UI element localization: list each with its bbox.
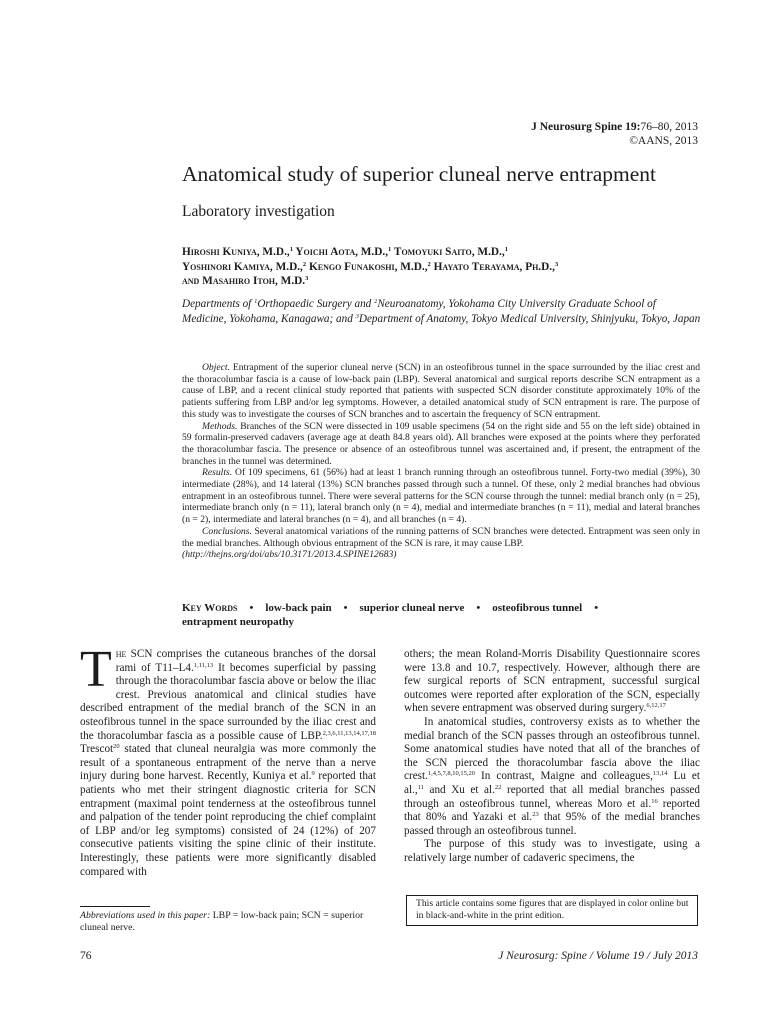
abbreviations-footnote <box>80 910 376 934</box>
reference-mark: 16 <box>651 797 658 805</box>
article-title: Anatomical study of superior cluneal nerve entrapment <box>182 162 657 186</box>
keyword: entrapment neuropathy <box>182 616 294 628</box>
author-name: and Masahiro Itoh, M.D. <box>182 275 306 287</box>
author-affiliation-mark: 1 <box>504 246 508 253</box>
affiliation-text: Orthopaedic Surgery and <box>257 298 375 310</box>
body-paragraph <box>404 648 700 716</box>
author-name: Hiroshi Kuniya, M.D., <box>182 246 290 258</box>
reference-mark: 9 <box>311 770 315 778</box>
author-affiliation-mark: 1 <box>388 246 392 253</box>
body-text: stated that cluneal neuralgia was more commonly the result of a spontaneous entrapment of the nerve than a nerve injury during bone harvest. Recently, Kuniya et al. <box>80 743 376 783</box>
author-affiliation-mark: 1 <box>289 246 293 253</box>
keyword: low-back pain <box>265 602 332 614</box>
body-text: SCN comprises the cutaneous branches of the dorsal rami of T11–L4. <box>115 648 376 674</box>
reference-mark: 1,11,13 <box>193 661 214 669</box>
reference-mark: 23 <box>532 811 539 819</box>
affiliation-text: Departments of <box>182 298 255 310</box>
abstract-section-label: Object. <box>202 362 230 373</box>
author-line-3 <box>182 274 722 289</box>
body-text: In anatomical studies, controversy exists as to whether the medial branch of the SCN passes through an osteofibrous tunnel. Some anatomical studies have noted that all of the branches of the SCN pierced the thoracolumbar fascia above the iliac crest. <box>404 715 700 783</box>
body-text: others; the mean Roland-Morris Disability Questionnaire scores were 13.8 and 10.7, respectively. However, although there are few surgical reports of SCN entrapment, successful surgical outcomes were reported after exploration of the SCN, especially when severe entrapment was observed during surgery. <box>404 648 700 715</box>
footnote-label: Abbreviations used in this paper: <box>80 910 211 921</box>
author-line-2 <box>182 260 722 275</box>
keyword: osteofibrous tunnel <box>492 602 583 614</box>
affiliation-text: Neuroanatomy, Yokohama City University Graduate School of Medicine, Yokohama, Kanagawa; and <box>182 298 656 325</box>
reference-mark: 6,12,17 <box>646 702 666 710</box>
body-text: reported that all medial branches passed through an osteofibrous tunnel, whereas Moro et al. <box>404 783 700 810</box>
keywords <box>182 601 702 629</box>
author-affiliation-mark: 3 <box>305 275 309 282</box>
bullet-icon: • <box>249 602 254 614</box>
body-paragraph <box>404 716 700 838</box>
body-paragraph <box>404 838 700 865</box>
abstract-object <box>182 362 700 421</box>
bullet-icon: • <box>594 602 599 614</box>
body-text: The purpose of this study was to investigate, using a relatively large number of cadaveric specimens, the <box>404 838 700 864</box>
reference-mark: 2,3,6,11,13,14,17,18 <box>322 729 376 737</box>
bullet-icon: • <box>343 602 348 614</box>
affiliation-text: Department of Anatomy, Tokyo Medical University, Shinjyuku, Tokyo, Japan <box>358 312 701 325</box>
affiliations <box>182 297 702 326</box>
author-name: Kengo Funakoshi, M.D., <box>308 260 428 273</box>
author-affiliation-mark: 2 <box>302 260 307 268</box>
color-figures-notice: This article contains some figures that are displayed in color online but in black-and-white in the print edition. <box>406 895 698 926</box>
author-name: Hayato Terayama, Ph.D., <box>433 260 555 273</box>
author-affiliation-mark: 2 <box>427 260 431 268</box>
author-list <box>182 245 722 289</box>
body-text: and Xu et al. <box>423 783 495 796</box>
body-text: Trescot <box>80 743 114 756</box>
body-text: he <box>115 648 127 660</box>
journal-reference <box>531 120 698 148</box>
reference-mark: 1,4,5,7,8,10,15,20 <box>427 770 476 778</box>
article-subtitle: Laboratory investigation <box>182 203 335 220</box>
drop-cap: T <box>80 641 112 698</box>
abstract-text: Of 109 specimens, 61 (56%) had at least 1 branch running through an osteofibrous tunnel. Forty-two medial (39%), 30 intermediate (28%), and 14 lateral (13%) SCN branches passed through such a tunnel. Of these, only 2 medial branches had obvious entrapment in an osteofibrous tunnel. There were several patterns for the SCN course through the tunnel: medial branch only (n = 25), intermediate branch only (n = 11), lateral branch only (n = 4), medial and intermediate branches (n = 11), medial and lateral branches (n = 2), intermediate and lateral branches (n = 4), and all branches (n = 4). <box>182 467 700 526</box>
running-footer: J Neurosurg: Spine / Volume 19 / July 2013 <box>498 950 698 962</box>
body-column-left <box>80 641 377 879</box>
author-name: Yoshinori Kamiya, M.D., <box>182 260 303 273</box>
abstract-section-label: Results. <box>202 467 233 479</box>
body-text: Lu et al., <box>404 770 700 796</box>
abstract-results <box>182 467 700 526</box>
abstract-section-label: Methods. <box>202 420 238 432</box>
journal-citation-bold: J Neurosurg Spine 19: <box>531 121 641 133</box>
author-name: Yoichi Aota, M.D., <box>295 246 389 258</box>
author-affiliation-mark: 3 <box>554 260 559 268</box>
bullet-icon: • <box>476 602 481 614</box>
page-number: 76 <box>80 950 92 962</box>
keywords-label: Key Words <box>182 602 238 614</box>
affiliation-mark: 2 <box>374 298 378 305</box>
abstract-text: Several anatomical variations of the running patterns of SCN branches were detected. Entrapment was seen only in the medial branches. Although obvious entrapment of the SCN is rare, it may cause LBP. <box>182 525 700 549</box>
reference-mark: 13,14 <box>652 770 668 778</box>
body-text: In contrast, Maigne and colleagues, <box>475 770 653 783</box>
keyword: superior cluneal nerve <box>359 602 465 614</box>
reference-mark: 22 <box>494 783 502 791</box>
copyright-line: ©AANS, 2013 <box>629 135 698 147</box>
journal-citation-pages: 76–80, 2013 <box>640 121 698 133</box>
abstract-conclusions <box>182 526 700 549</box>
abstract-section-label: Conclusions. <box>202 525 252 537</box>
footnote-divider <box>80 906 150 907</box>
affiliation-mark: 1 <box>254 298 258 305</box>
body-column-right <box>404 648 700 866</box>
reference-mark: 11 <box>417 783 424 791</box>
doi-link[interactable]: (http://thejns.org/doi/abs/10.3171/2013.4.SPINE12683) <box>182 549 397 561</box>
author-line-1 <box>182 245 722 260</box>
author-name: Tomoyuki Saito, M.D., <box>393 246 505 258</box>
affiliation-mark: 3 <box>355 312 359 320</box>
body-text: It becomes superficial by passing through the thoracolumbar fascia above or below the iliac crest. Previous anatomical and clinical studies have described entrapment of the medial branch of the SCN in an osteofibrous tunnel in the space surrounded by the iliac crest and the thoracolumbar fascia as a possible cause of LBP. <box>80 661 377 742</box>
body-text: that 95% of the medial branches passed through an osteofibrous tunnel. <box>404 811 700 837</box>
abstract <box>182 362 700 561</box>
body-paragraph <box>80 641 377 879</box>
body-text: reported that 80% and Yazaki et al. <box>404 797 701 824</box>
body-text: reported that patients who met their stringent diagnostic criteria for SCN entrapment (maximal point tenderness at the osteofibrous tunnel and palpation of the tender point reproducing the chief complaint of LBP and/or leg symptoms) consisted of 24 (12%) of 207 consecutive patients visiting the spine clinic of their institute. Interestingly, these patients were more significantly disabled compared with <box>80 770 376 878</box>
abstract-text: Branches of the SCN were dissected in 109 usable specimens (54 on the right side and 55 on the left side) obtained in 59 formalin-preserved cadavers (average age at death 84.8 years old). All branches were exposed at the points where they perforated the thoracolumbar fascia. The presence or absence of an osteofibrous tunnel was ascertained and, if present, the entrapment of the branches in the tunnel was determined. <box>182 420 700 467</box>
reference-mark: 20 <box>113 743 120 751</box>
abstract-methods <box>182 421 700 468</box>
abstract-text: Entrapment of the superior cluneal nerve (SCN) in an osteofibrous tunnel in the space surrounded by the iliac crest and the thoracolumbar fascia is a cause of low-back pain (LBP). Several anatomical and surgical reports describe SCN entrapment as a cause of LBP, and a recent clinical study reported that patients with suspected SCN disorder constitute approximately 10% of the patients suffering from LBP and/or leg symptoms. However, a detailed anatomical study of SCN entrapment is rare. The purpose of this study was to investigate the courses of SCN branches and to ascertain the frequency of SCN entrapment. <box>182 362 700 420</box>
footnote-text: LBP = low-back pain; SCN = superior cluneal nerve. <box>80 910 364 933</box>
